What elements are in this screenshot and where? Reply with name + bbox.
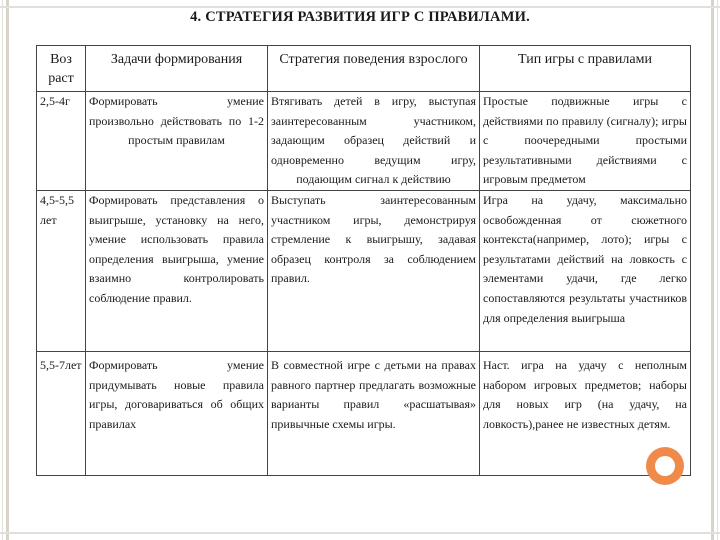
header-age: Воз раст	[37, 46, 86, 92]
cell-tasks: Формировать умение произвольно действовать по 1-2 простым правилам	[86, 92, 268, 191]
cell-age: 4,5-5,5 лет	[37, 190, 86, 351]
header-tasks: Задачи формирования	[86, 46, 268, 92]
cell-game-type: Простые подвижные игры с действиями по правилу (сигналу); игры с поочередными простыми результативными действиями с игровым предметом	[480, 92, 691, 191]
slide-frame-left	[6, 0, 9, 540]
slide-frame-right	[711, 0, 714, 540]
table-header-row	[37, 46, 691, 92]
cell-strategy: Втягивать детей в игру, выступая заинтересованным участником, задающим образец действий и одновременно ведущим игру, подающим сигнал к действию	[268, 92, 480, 191]
table-row	[37, 92, 691, 191]
cell-tasks: Формировать умение придумывать новые правила игры, договариваться об общих правилах	[86, 351, 268, 475]
cell-game-type: Игра на удачу, максимально освобожденная от сюжетного контекста(например, лото); игры с результатами действий на ловкость с элементами удачи, где легко сопоставляются результаты участников для определения выигрыша	[480, 190, 691, 351]
slide-frame-top	[0, 6, 720, 8]
cell-strategy: В совместной игре с детьми на правах равного партнер предлагать возможные варианты правил «расшатывая» привычные схемы игры.	[268, 351, 480, 475]
header-strategy: Стратегия поведения взрослого	[268, 46, 480, 92]
table-row	[37, 351, 691, 475]
slide-frame-left-outer	[2, 0, 3, 540]
slide-frame-right-outer	[717, 0, 718, 540]
cell-age: 2,5-4г	[37, 92, 86, 191]
slide-frame-bottom	[0, 532, 720, 534]
table-row	[37, 190, 691, 351]
slide-title: 4. СТРАТЕГИЯ РАЗВИТИЯ ИГР С ПРАВИЛАМИ.	[190, 9, 530, 25]
cell-game-type: Наст. игра на удачу с неполным набором игровых предметов; наборы для новых игр (на удачу, на ловкость),ранее не известных детям.	[480, 351, 691, 475]
cell-tasks: Формировать представления о выигрыше, установку на него, умение использовать правила определения выигрыша, умение взаимно контролировать соблюдение правил.	[86, 190, 268, 351]
strategy-table	[36, 45, 691, 476]
cell-strategy: Выступать заинтересованным участником игры, демонстрируя стремление к выигрышу, задавая образец контроля за соблюдением правил.	[268, 190, 480, 351]
decorative-ring-icon	[646, 447, 684, 485]
cell-age: 5,5-7лет	[37, 351, 86, 475]
header-game-type: Тип игры с правилами	[480, 46, 691, 92]
